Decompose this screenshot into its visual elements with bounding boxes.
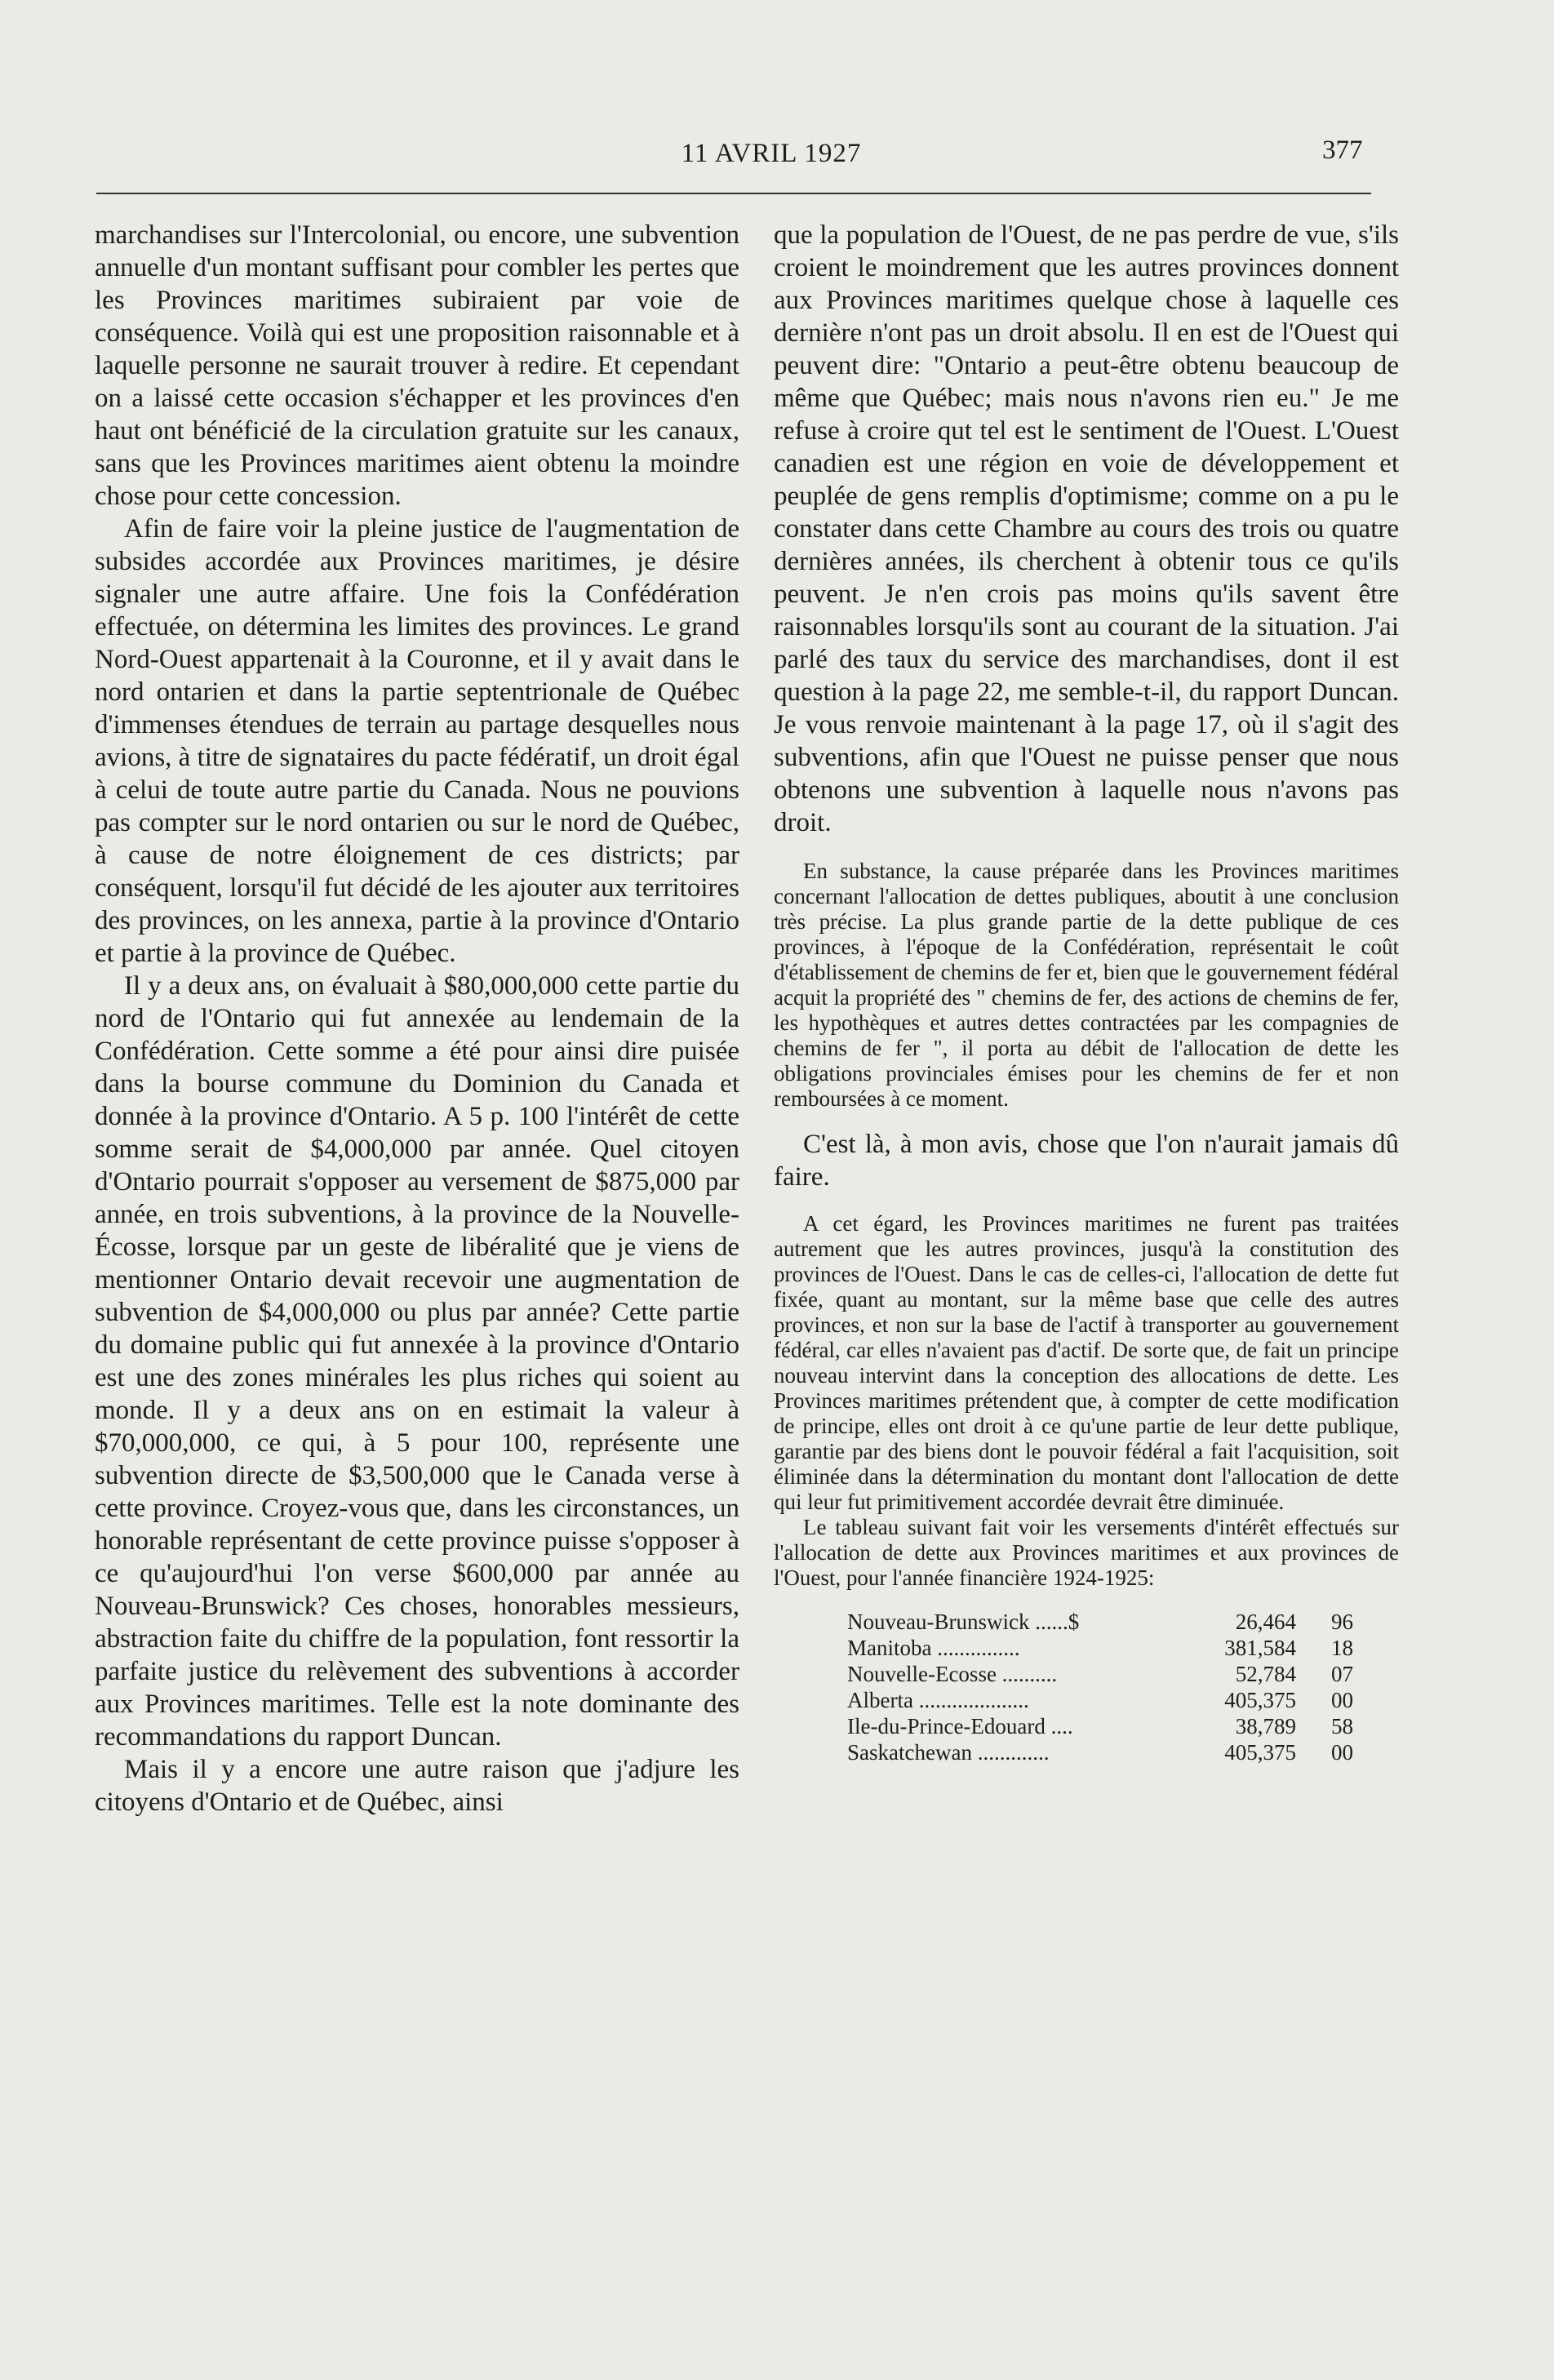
- cents-cell: 58: [1331, 1714, 1353, 1738]
- table-row: [847, 1739, 1353, 1765]
- table-row: [847, 1661, 1353, 1687]
- cents-cell: 00: [1331, 1740, 1353, 1765]
- province-cell: Nouvelle-Ecosse ..........: [847, 1662, 1058, 1686]
- amount-cell: 38,789: [1235, 1714, 1296, 1738]
- left-paragraph: Mais il y a encore une autre raison que j'adjure les citoyens d'Ontario et de Québec, ainsi: [95, 1755, 739, 1817]
- left-column: [95, 219, 739, 1818]
- province-cell: Nouveau-Brunswick ......$: [847, 1610, 1080, 1634]
- cents-cell: 00: [1331, 1688, 1353, 1712]
- province-cell: Ile-du-Prince-Edouard ....: [847, 1714, 1073, 1738]
- header-date: 11 AVRIL 1927: [681, 139, 862, 168]
- cents-cell: 07: [1331, 1662, 1353, 1686]
- left-paragraph: Afin de faire voir la pleine justice de l'augmentation de subsides accordée aux Provinces maritimes, je désire signaler une autre affaire. Une fois la Confédération effectuée, on détermina les limites des provinces. Le grand Nord-Ouest appartenait à la Couronne, et il y avait dans le nord ontarien et dans la partie septentrionale de Québec d'immenses étendues de terrain au partage desquelles nous avions, à titre de signataires du pacte fédératif, un droit égal à celui de toute autre partie du Canada. Nous ne pouvions pas compter sur le nord ontarien ou sur le nord de Québec, à cause de notre éloignement de ces districts; par conséquent, lorsqu'il fut décidé de les ajouter aux territoires des provinces, on les annexa, partie à la province d'Ontario et partie à la province de Québec.: [95, 514, 739, 968]
- table-row: [847, 1687, 1353, 1713]
- amount-cell: 52,784: [1235, 1662, 1296, 1686]
- amount-cell: 405,375: [1224, 1740, 1296, 1765]
- left-paragraph: marchandises sur l'Intercolonial, ou encore, une subvention annuelle d'un montant suffisant pour combler les pertes que les Provinces maritimes subiraient par voie de conséquence. Voilà qui est une proposition raisonnable et à laquelle personne ne saurait trouver à redire. Et cependant on a laissé cette occasion s'échapper et les provinces d'en haut ont bénéficié de la circulation gratuite sur les canaux, sans que les Provinces maritimes aient obtenu la moindre chose pour cette concession.: [95, 220, 739, 511]
- province-cell: Saskatchewan .............: [847, 1740, 1050, 1765]
- left-paragraph: Il y a deux ans, on évaluait à $80,000,000 cette partie du nord de l'Ontario qui fut annexée au lendemain de la Confédération. Cette somme a été pour ainsi dire puisée dans la bourse commune du Dominion du Canada et donnée à la province d'Ontario. A 5 p. 100 l'intérêt de cette somme serait de $4,000,000 par année. Quel citoyen d'Ontario pourrait s'opposer au versement de $875,000 par année, en trois subventions, à la province de la Nouvelle-Écosse, lorsque par un geste de libéralité que je viens de mentionner Ontario devait recevoir une augmentation de subvention de $4,000,000 ou plus par année? Cette partie du domaine public qui fut annexée à la province d'Ontario est une des zones minérales les plus riches qui soient au monde. Il y a deux ans on en estimait la valeur à $70,000,000, ce qui, à 5 pour 100, représente une subvention directe de $3,500,000 que le Canada verse à cette province. Croyez-vous que, dans les circonstances, un honorable représentant de cette province puisse s'opposer à ce qu'aujourd'hui l'on verse $600,000 par année au Nouveau-Brunswick? Ces choses, honorables messieurs, abstraction faite du chiffre de la population, font ressortir la parfaite justice du relèvement des subventions à accorder aux Provinces maritimes. Telle est la note dominante des recommandations du rapport Duncan.: [95, 971, 739, 1752]
- payments-table: [847, 1609, 1353, 1765]
- table-row: [847, 1609, 1353, 1635]
- header-rule: [96, 193, 1371, 194]
- page-number: 377: [1322, 135, 1363, 165]
- quoted-passage: [774, 1211, 1399, 1591]
- amount-cell: 405,375: [1224, 1688, 1296, 1712]
- amount-cell: 26,464: [1235, 1610, 1296, 1634]
- right-column: [774, 219, 1399, 1765]
- cents-cell: 96: [1331, 1610, 1353, 1634]
- right-paragraph: C'est là, à mon avis, chose que l'on n'aurait jamais dû faire.: [774, 1130, 1399, 1192]
- province-cell: Alberta ....................: [847, 1688, 1029, 1712]
- province-cell: Manitoba ...............: [847, 1636, 1020, 1660]
- table-row: [847, 1713, 1353, 1739]
- right-paragraph: que la population de l'Ouest, de ne pas perdre de vue, s'ils croient le moindrement que les autres provinces donnent aux Provinces maritimes quelque chose à laquelle ces dernière n'ont pas un droit absolu. Il en est de l'Ouest qui peuvent dire: "Ontario a peut-être obtenu beaucoup de même que Québec; mais nous n'avons rien eu." Je me refuse à croire qut tel est le sentiment de l'Ouest. L'Ouest canadien est une région en voie de développement et peuplée de gens remplis d'optimisme; comme on a pu le constater dans cette Chambre au cours des trois ou quatre dernières années, ils cherchent à obtenir tous ce qu'ils peuvent. Je n'en crois pas moins qu'ils savent être raisonnables lorsqu'ils sont au courant de la situation. J'ai parlé des taux du service des marchandises, dont il est question à la page 22, me semble-t-il, du rapport Duncan. Je vous renvoie maintenant à la page 17, où il s'agit des subventions, afin que l'Ouest ne puisse penser que nous obtenons une subvention à laquelle nous n'avons pas droit.: [774, 220, 1399, 837]
- quoted-passage: [774, 859, 1399, 1112]
- quote-paragraph: Le tableau suivant fait voir les versements d'intérêt effectués sur l'allocation de dette aux Provinces maritimes et aux provinces de l'Ouest, pour l'année financière 1924-1925:: [774, 1515, 1399, 1590]
- cents-cell: 18: [1331, 1636, 1353, 1660]
- amount-cell: 381,584: [1224, 1636, 1296, 1660]
- quote-paragraph: En substance, la cause préparée dans les Provinces maritimes concernant l'allocation de dettes publiques, aboutit à une conclusion très précise. La plus grande partie de la dette publique de ces provinces, à l'époque de la Confédération, représentait le coût d'établissement de chemins de fer et, bien que le gouvernement fédéral acquit la propriété des " chemins de fer, des actions de chemins de fer, les hypothèques et autres dettes contractées par les compagnies de chemins de fer ", il porta au débit de l'allocation de dette les obligations provinciales émises pour les chemins de fer et non remboursées à ce moment.: [774, 859, 1399, 1111]
- table-row: [847, 1635, 1353, 1661]
- quote-paragraph: A cet égard, les Provinces maritimes ne furent pas traitées autrement que les autres provinces, jusqu'à la constitution des provinces de l'Ouest. Dans le cas de celles-ci, l'allocation de dette fut fixée, quant au montant, sur la même base que celle des autres provinces, et non sur la base de l'actif à transporter au gouvernement fédéral, car elles n'avaient pas d'actif. De sorte que, de fait un principe nouveau intervint dans la conception des allocations de dette. Les Provinces maritimes prétendent que, à compter de cette modification de principe, elles ont droit à ce qu'une partie de leur dette publique, garantie par des biens dont le pouvoir fédéral a fait l'acquisition, soit éliminée dans la détermination du montant dont l'allocation de dette qui leur fut primitivement accordée devrait être diminuée.: [774, 1211, 1399, 1514]
